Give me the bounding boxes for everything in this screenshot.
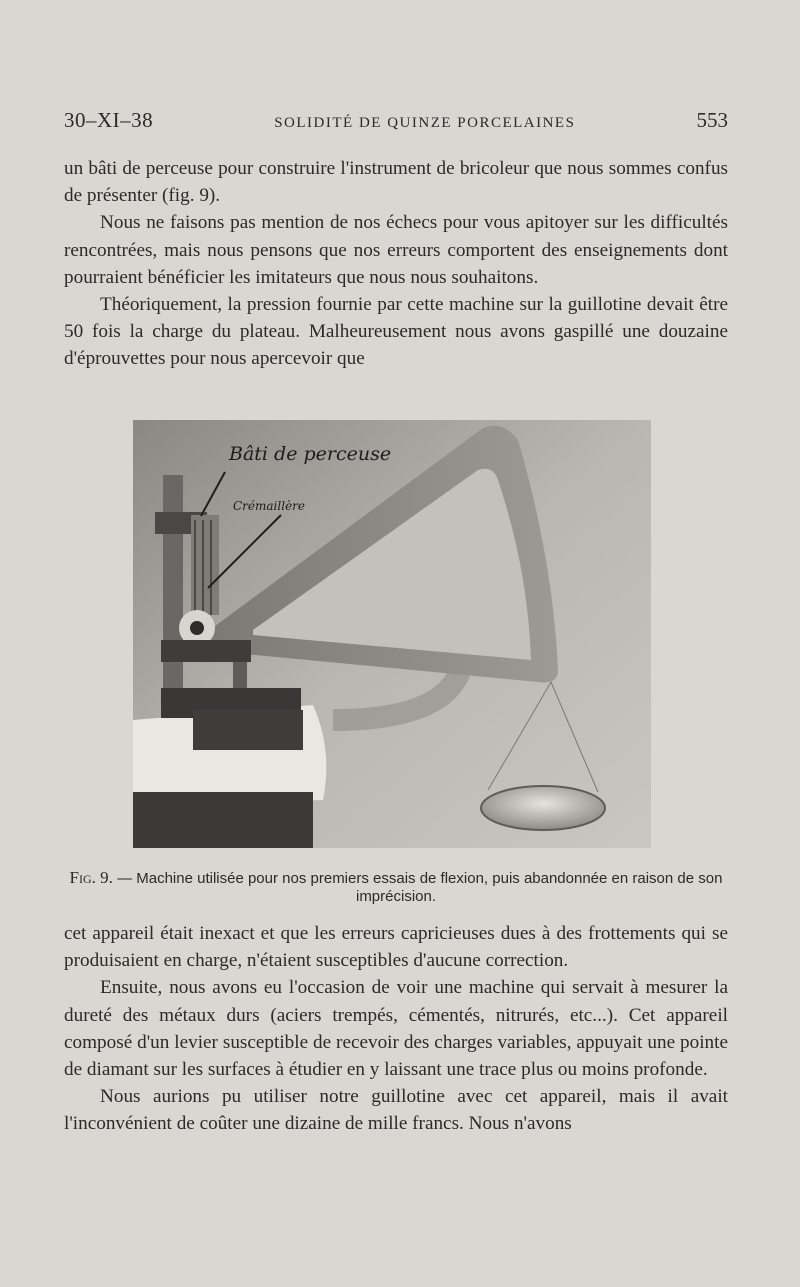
running-head bbox=[64, 108, 728, 138]
paragraph: Nous ne faisons pas mention de nos échecs pour vous apitoyer sur les difficultés rencontrées, mais nous pensons que nos erreurs comportent des enseignements dont pourraient bénéficier les imitateurs que nous nous souhaitons. bbox=[64, 212, 728, 288]
paragraph: cet appareil était inexact et que les erreurs capricieuses dues à des frottements qui se produisaient en charge, n'étaient susceptibles d'aucune correction. bbox=[64, 923, 728, 972]
paragraph: Théoriquement, la pression fournie par cette machine sur la guillotine devait être 50 fois la charge du plateau. Malheureusement nous avons gaspillé une douzaine d'éprouvettes pour nous apercevoir que bbox=[64, 294, 728, 370]
paragraph: un bâti de perceuse pour construire l'instrument de bricoleur que nous sommes confus de présenter (fig. 9). bbox=[64, 158, 728, 207]
page-number: 553 bbox=[696, 108, 728, 132]
paragraph: Ensuite, nous avons eu l'occasion de voir une machine qui servait à mesurer la dureté des métaux durs (aciers trempés, cémentés, nitrurés, etc...). Cet appareil composé d'un levier susceptible de recevoir des charges variables, appuyait une pointe de diamant sur les surfaces à étudier en y laissant une trace plus ou moins profonde. bbox=[64, 977, 728, 1081]
figure-photo bbox=[133, 420, 651, 848]
header-date: 30–XI–38 bbox=[64, 108, 154, 132]
caption-label: Fig. 9. bbox=[69, 868, 113, 887]
body-text-top bbox=[64, 155, 728, 373]
label-cremaillere: Crémaillère bbox=[233, 499, 306, 513]
header-title: SOLIDITÉ DE QUINZE PORCELAINES bbox=[274, 115, 576, 131]
body-text-bottom bbox=[64, 920, 728, 1138]
caption-text: — Machine utilisée pour nos premiers essais de flexion, puis abandonnée en raison de son imprécision. bbox=[117, 870, 723, 905]
paragraph: Nous aurions pu utiliser notre guillotine avec cet appareil, mais il avait l'inconvénient de coûter une dizaine de mille francs. Nous n'avons bbox=[64, 1086, 728, 1135]
figure-caption bbox=[64, 869, 728, 906]
label-bati: Bâti de perceuse bbox=[229, 443, 392, 465]
